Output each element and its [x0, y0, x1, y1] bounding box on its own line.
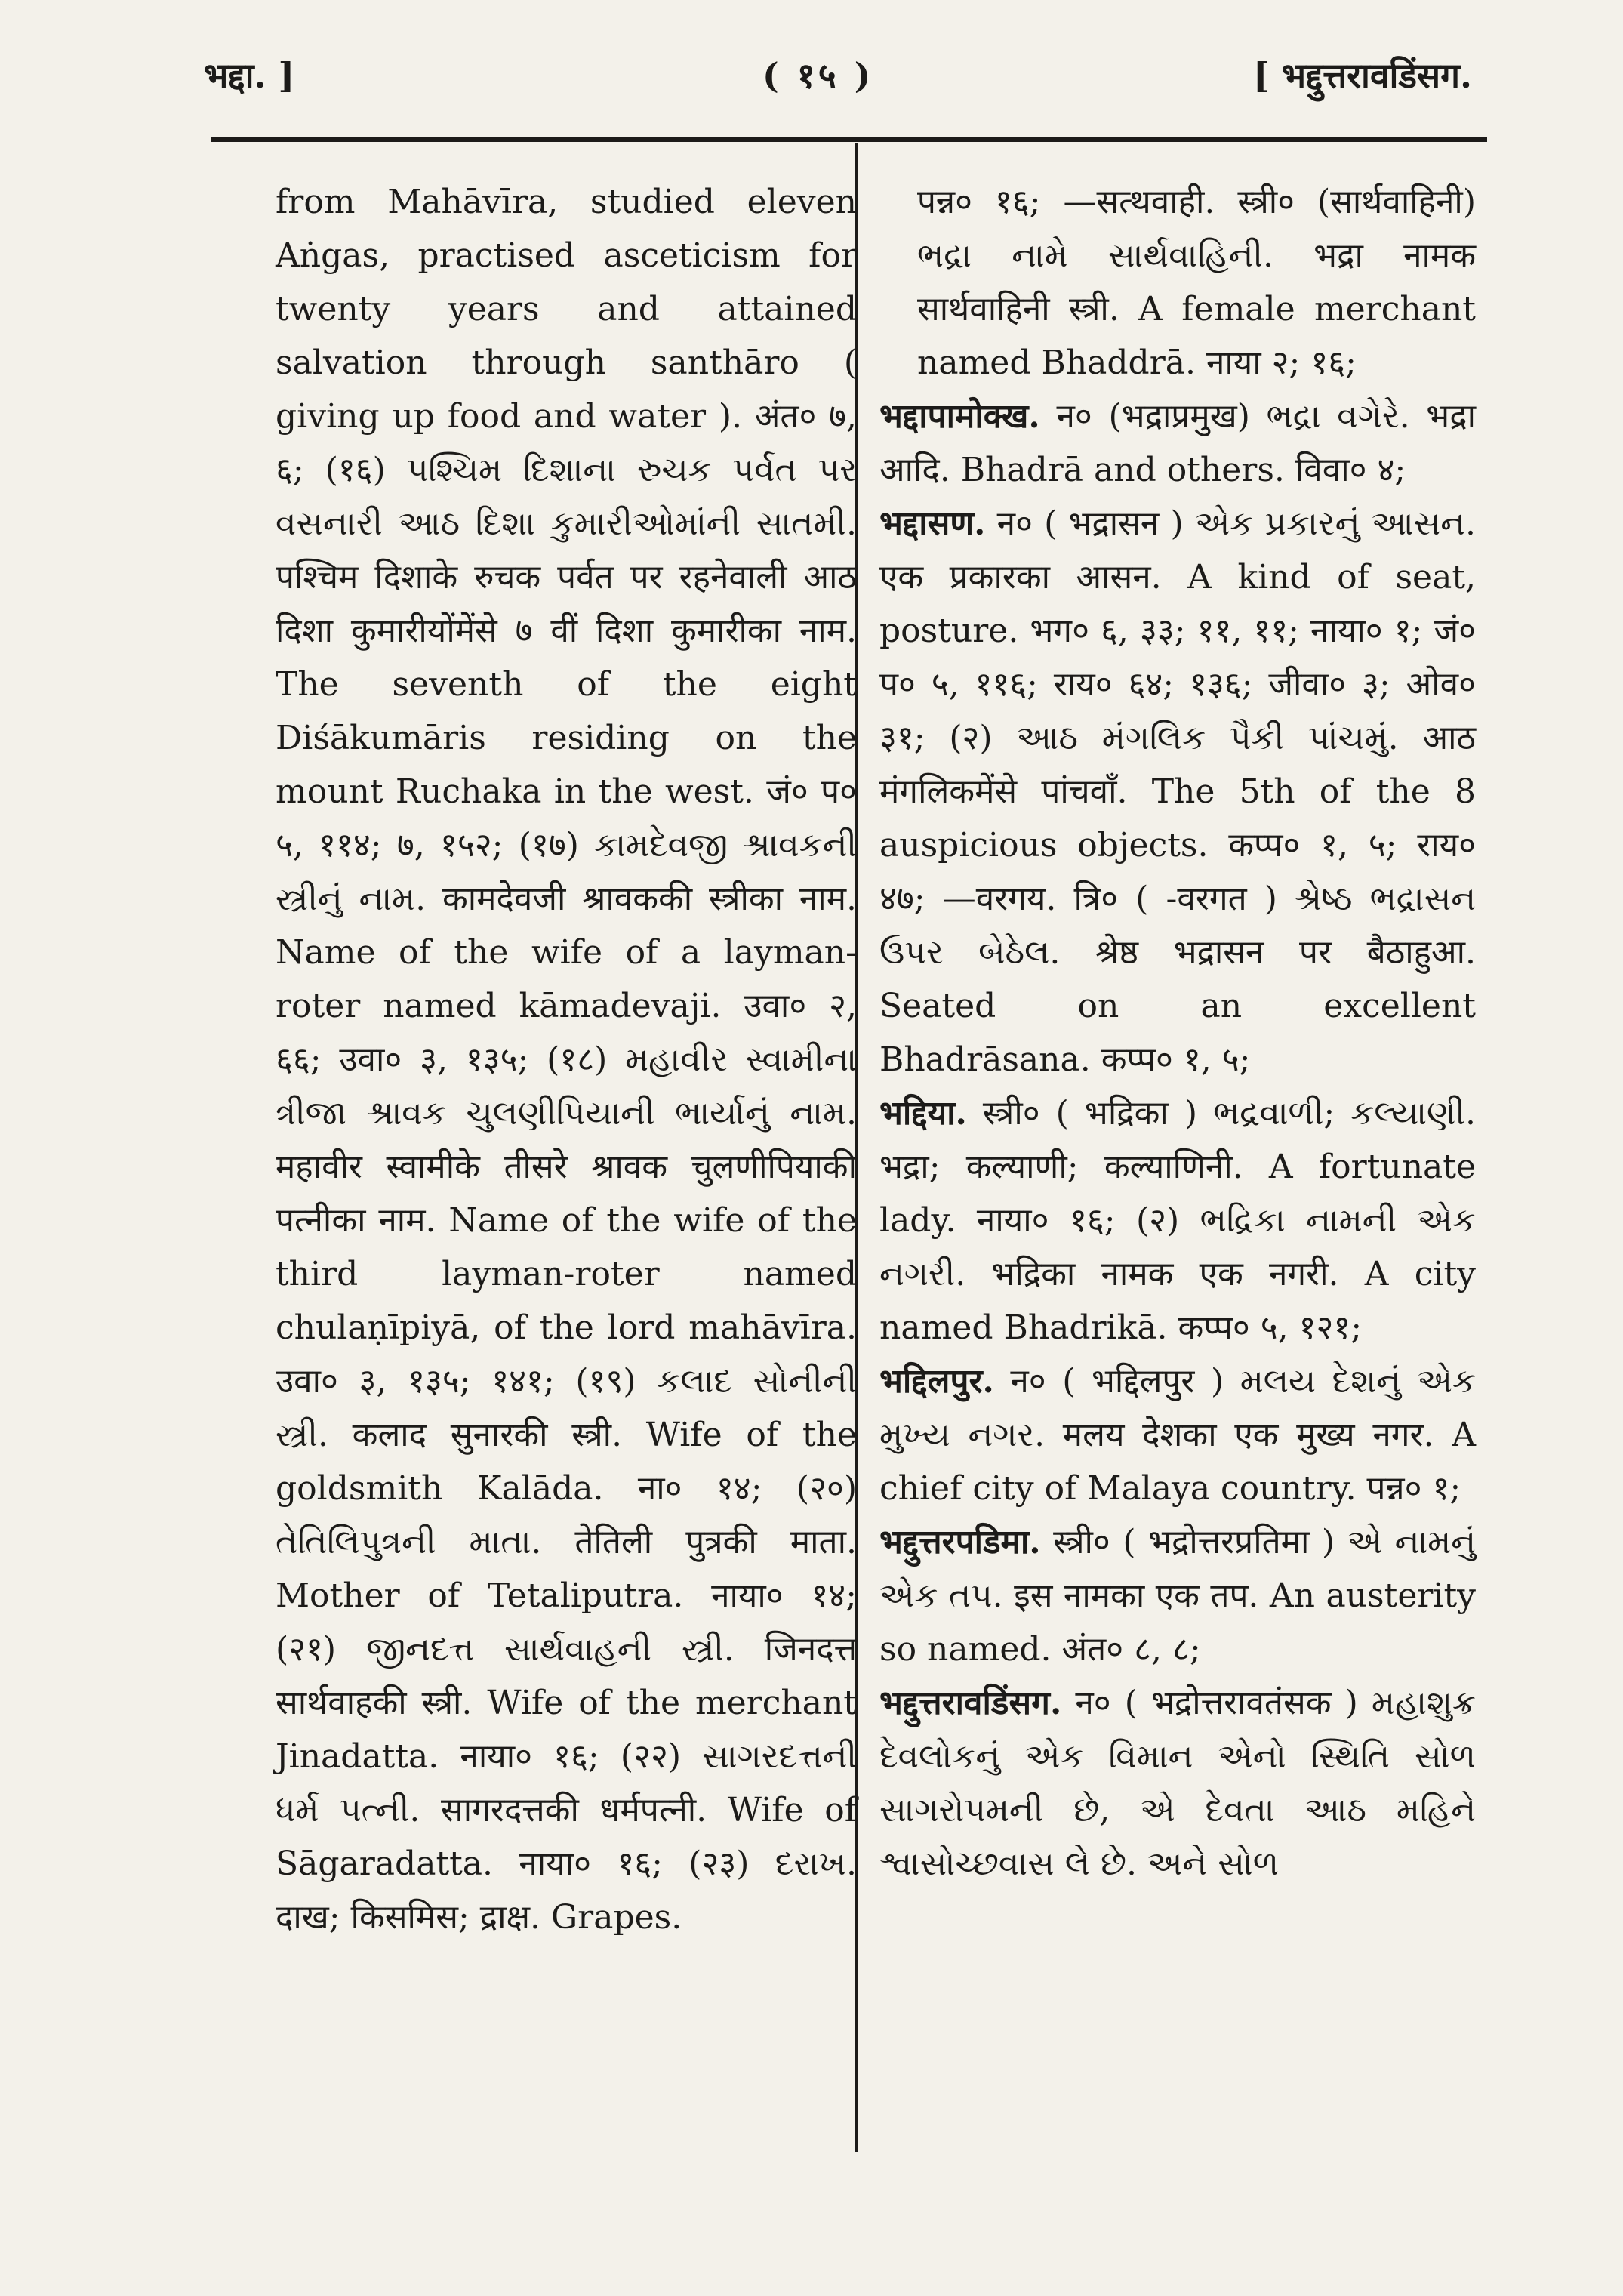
entry-body: स्त्री० ( भद्रोत्तरप्रतिमा ) એ નામનું એક તપ. इस नामका एक तप. An austerity so named. अंत० ८, ८; — [879, 1523, 1476, 1669]
entry-headword: भद्दापामोक्ख. — [879, 397, 1040, 436]
dictionary-entry — [879, 390, 1476, 497]
entry-body: न० ( भद्रासन ) એક પ્રકારનું આસન. एक प्रकारका आसन. A kind of seat, posture. भग० ६, ३३; ११, ११; नाया० १; जं० प० ५, ११६; राय० ६४; १३६; जीवा० ३; ओव० ३१; (२) આઠ મંગલિક પૈકી પાંચમું. आठ मंगलिकमेंसे पांचवाँ. The 5th of the 8 auspicious objects. कप्प० १, ५; राय० ४७; —वरगय. त्रि० ( -वरगत ) શ્રેષ્ઠ ભદ્રાસન ઉપર બેઠેલ. श्रेष्ठ भद्रासन पर बैठाहुआ. Seated on an excellent Bhadrāsana. कप्प० १, ५; — [879, 504, 1476, 1079]
entry-headword: भद्दुत्तरपडिमा. — [879, 1523, 1041, 1561]
dictionary-entry — [879, 1086, 1476, 1354]
page-header — [204, 44, 1472, 112]
entry-headword: भद्दासण. — [879, 504, 986, 543]
entry-headword: भद्दिया. — [879, 1094, 967, 1133]
entry-body: न० ( भद्रोत्तरावतंसक ) મહાશુક્ર દેવલોકનું એક વિમાન એનો સ્થિતિ સોળ સાગરોપમની છે, એ દેવતા આઠ મહિને શ્વાસોચ્છવાસ લે છે. અને સોળ — [879, 1684, 1476, 1883]
dictionary-entry — [879, 1676, 1476, 1891]
entry-body: न० ( भद्दिलपुर ) મલય દેશનું એક મુખ્ય નગર. मलय देशका एक मुख्य नगर. A chief city of Malaya country. पन्न० १; — [879, 1362, 1476, 1508]
dictionary-entry — [879, 497, 1476, 1086]
entry-continuation: पन्न० १६; —सत्थवाही. स्त्री० (सार्थवाहिनी) ભદ્રા નામે સાર્થવાહિની. भद्रा नामक सार्थवाहिनी स्त्री. A female merchant named Bhaddrā. नाया २; १६; — [917, 183, 1476, 382]
entry-body: स्त्री० ( भद्रिका ) ભદ્રવાળી; કલ્યાણી. भद्रा; कल्याणी; कल्याणिनी. A fortunate lady. नाया० १६; (२) ભદ્રિકા નામની એક નગરી. भद्रिका नामक एक नगरी. A city named Bhadrikā. कप्प० ५, १२१; — [879, 1094, 1476, 1347]
page-number: ( १५ ) — [762, 55, 874, 96]
entry-body: न० (भद्राप्रमुख) ભદ્રા વગેરે. भद्रा आदि. Bhadrā and others. विवा० ४; — [879, 397, 1476, 489]
left-column — [276, 175, 857, 1944]
header-right-guide-word: [ भद्दुत्तरावडिंसग. — [1252, 55, 1472, 96]
header-rule — [211, 137, 1487, 142]
entry-headword: भद्दिलपुर. — [879, 1362, 994, 1401]
dictionary-entry — [879, 1354, 1476, 1515]
right-column — [879, 175, 1476, 1891]
left-column-text: from Mahāvīra, studied eleven Aṅgas, practised asceticism for twenty years and attained salvation through santhāro ( giving up food and water ). अंत० ७, ६; (१६) પશ્ચિમ દિશાના રુચક પર્વત પર વસનારી આઠ દિશા કુમારીઓમાંની સાતમી. पश्चिम दिशाके रुचक पर्वत पर रहनेवाली आठ दिशा कुमारीयोंमेंसे ७ वीं दिशा कुमारीका नाम. The seventh of the eight Diśākumāris residing on the mount Ruchaka in the west. जं० प० ५, ११४; ७, १५२; (१७) કામદેવજી શ્રાવકની સ્ત્રીનું નામ. कामदेवजी श्रावककी स्त्रीका नाम. Name of the wife of a layman-roter named kāmadevaji. उवा० २, ६६; उवा० ३, १३५; (१८) મહાવીર સ્વામીના ત્રીજા શ્રાવક ચુલણીપિયાની ભાર્યાનું નામ. महावीर स्वामीके तीसरे श्रावक चुलणीपियाकी पत्नीका नाम. Name of the wife of the third layman-roter named chulaṇīpiyā, of the lord mahāvīra. उवा० ३, १३५; १४१; (१९) કલાદ સોનીની સ્ત્રી. कलाद सुनारकी स्त्री. Wife of the goldsmith Kalāda. ना० १४; (२०) તેતિલિપુત્રની માતા. तेतिली पुत्रकी माता. Mother of Tetaliputra. नाया० १४; (२१) જીનદત્ત સાર્થવાહની સ્ત્રી. जिनदत्त सार्थवाहकी स्त्री. Wife of the merchant Jinadatta. नाया० १६; (२२) સાગરદત્તની ધર્મ પત્ની. सागरदत्तकी धर्मपत्नी. Wife of Sāgaradatta. नाया० १६; (२३) દરાખ. दाख; किसमिस; द्राक्ष. Grapes. — [276, 183, 858, 1937]
dictionary-entry — [879, 1515, 1476, 1676]
header-left-guide-word: भद्दा. ] — [204, 55, 295, 96]
entry-headword: भद्दुत्तरावडिंसग. — [879, 1684, 1062, 1722]
